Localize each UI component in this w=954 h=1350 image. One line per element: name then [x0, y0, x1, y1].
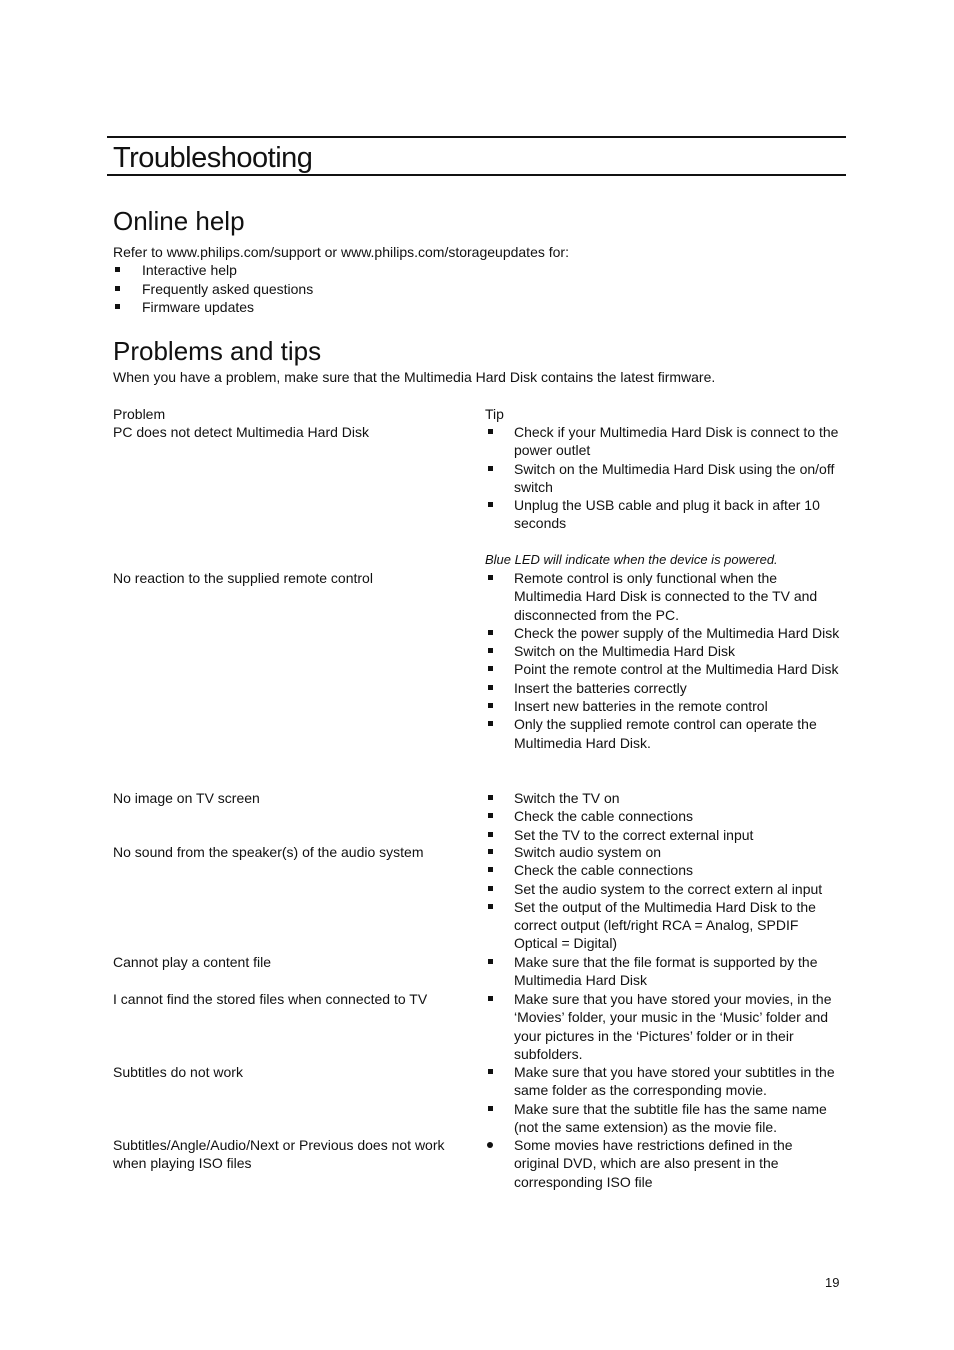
tip-item: Make sure that you have stored your movies, in the ‘Movies’ folder, your music in the ‘Music’ folder and your pictures in the ‘Pictures’ folder or in their subfolders. — [485, 990, 841, 1063]
bullet-icon — [115, 304, 120, 309]
list-item: Frequently asked questions — [113, 280, 313, 299]
tip-item: Check the power supply of the Multimedia Hard Disk — [485, 624, 841, 642]
problem-text: PC does not detect Multimedia Hard Disk — [113, 424, 369, 440]
tip-item: Set the TV to the correct external input — [485, 826, 841, 844]
tip-item: Check the cable connections — [485, 861, 841, 879]
tip-list — [485, 423, 841, 533]
tip-item: Make sure that you have stored your subtitles in the same folder as the corresponding movie. — [485, 1063, 841, 1100]
tip-item: Set the output of the Multimedia Hard Disk to the correct output (left/right RCA = Analog, SPDIF Optical = Digital) — [485, 898, 841, 953]
tip-item: Check the cable connections — [485, 807, 841, 825]
tip-item: Switch audio system on — [485, 843, 841, 861]
bullet-icon — [488, 795, 493, 800]
problem-text: No reaction to the supplied remote control — [113, 570, 373, 586]
problem-column-header: Problem — [113, 406, 166, 422]
problem-text: Subtitles do not work — [113, 1064, 243, 1080]
tip-list — [485, 789, 841, 844]
bullet-icon — [488, 1106, 493, 1111]
bullet-icon — [115, 286, 120, 291]
bullet-icon — [488, 721, 493, 726]
tip-item: Make sure that the file format is supported by the Multimedia Hard Disk — [485, 953, 841, 990]
bullet-icon — [488, 959, 493, 964]
tip-item: Switch on the Multimedia Hard Disk using the on/off switch — [485, 460, 841, 497]
page-number: 19 — [825, 1275, 840, 1290]
tip-item: Check if your Multimedia Hard Disk is connect to the power outlet — [485, 423, 841, 460]
bullet-icon — [488, 904, 493, 909]
bullet-icon — [488, 466, 493, 471]
bullet-icon — [488, 666, 493, 671]
tip-list — [485, 1063, 841, 1136]
problem-text: No image on TV screen — [113, 790, 260, 806]
bullet-icon — [488, 813, 493, 818]
bullet-icon — [487, 1142, 493, 1148]
bullet-icon — [488, 703, 493, 708]
bullet-icon — [488, 575, 493, 580]
tip-list — [485, 1136, 841, 1191]
tip-list — [485, 953, 841, 990]
list-item: Interactive help — [113, 261, 313, 280]
tip-item: Switch on the Multimedia Hard Disk — [485, 642, 841, 660]
bullet-icon — [488, 832, 493, 837]
tip-list — [485, 843, 841, 953]
problems-heading: Problems and tips — [113, 336, 322, 366]
tip-item: Make sure that the subtitle file has the same name (not the same extension) as the movie file. — [485, 1100, 841, 1137]
bullet-icon — [488, 429, 493, 434]
online-help-intro: Refer to www.philips.com/support or www.philips.com/storageupdates for: — [113, 244, 569, 260]
tip-item: Set the audio system to the correct extern al input — [485, 880, 841, 898]
bullet-icon — [488, 886, 493, 891]
problem-text: I cannot find the stored files when connected to TV — [113, 991, 428, 1007]
problems-intro: When you have a problem, make sure that the Multimedia Hard Disk contains the latest firmware. — [113, 369, 716, 385]
problem-text: Cannot play a content file — [113, 954, 271, 970]
tip-item: Insert the batteries correctly — [485, 679, 841, 697]
bullet-icon — [488, 849, 493, 854]
bullet-icon — [115, 267, 120, 272]
tip-item: Remote control is only functional when the Multimedia Hard Disk is connected to the TV and disconnected from the PC. — [485, 569, 841, 624]
online-help-list — [113, 261, 313, 317]
tip-column-header: Tip — [485, 406, 504, 422]
page-title: Troubleshooting — [113, 142, 313, 174]
bullet-icon — [488, 996, 493, 1001]
tip-list — [485, 569, 841, 752]
bullet-icon — [488, 685, 493, 690]
tip-list — [485, 990, 841, 1063]
bullet-icon — [488, 502, 493, 507]
bullet-icon — [488, 1069, 493, 1074]
bullet-icon — [488, 630, 493, 635]
led-note: Blue LED will indicate when the device is powered. — [485, 552, 778, 567]
title-band — [107, 136, 846, 176]
tip-item: Only the supplied remote control can operate the Multimedia Hard Disk. — [485, 715, 841, 752]
bullet-icon — [488, 867, 493, 872]
tip-item: Unplug the USB cable and plug it back in after 10 seconds — [485, 496, 841, 533]
problem-text: No sound from the speaker(s) of the audio system — [113, 844, 424, 860]
list-item: Firmware updates — [113, 298, 313, 317]
tip-item: Point the remote control at the Multimedia Hard Disk — [485, 660, 841, 678]
tip-item: Some movies have restrictions defined in the original DVD, which are also present in the corresponding ISO file — [485, 1136, 841, 1191]
tip-item: Insert new batteries in the remote control — [485, 697, 841, 715]
bullet-icon — [488, 648, 493, 653]
tip-item: Switch the TV on — [485, 789, 841, 807]
problem-text: Subtitles/Angle/Audio/Next or Previous does not work when playing ISO files — [113, 1137, 445, 1172]
online-help-heading: Online help — [113, 206, 245, 236]
